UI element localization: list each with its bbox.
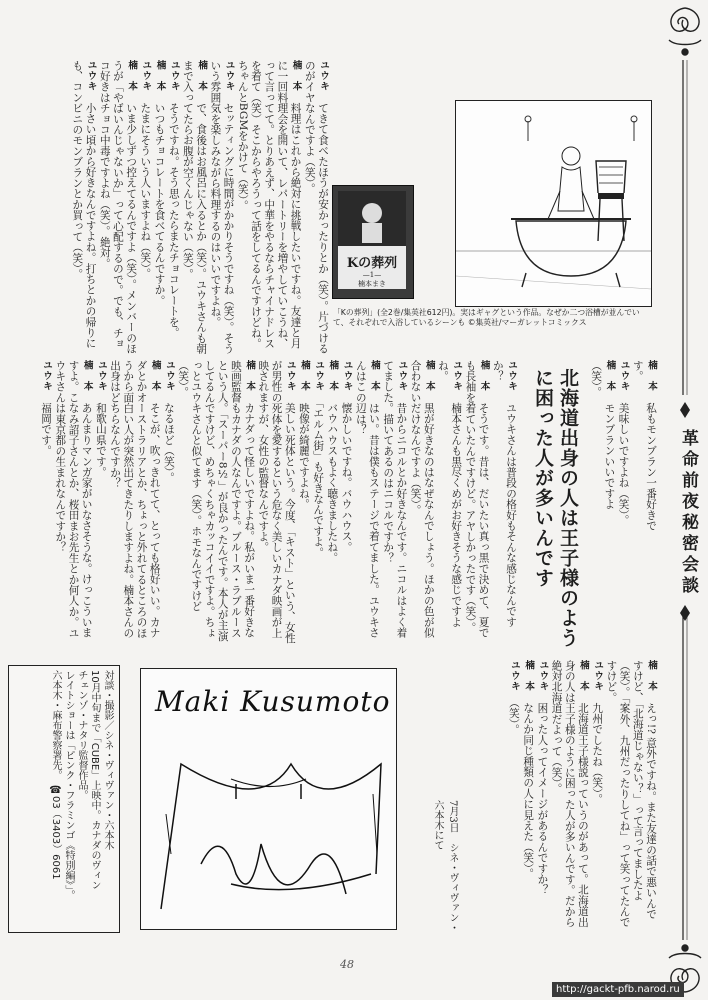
dialogue-text: 美味しいですよね（笑）。	[617, 402, 630, 526]
dialogue-line	[604, 660, 658, 930]
dialogue-line	[507, 660, 521, 930]
dialogue-text: 「エルム街」も好きなんですよ。	[312, 402, 325, 558]
signature-drawing	[141, 724, 396, 924]
dialogue-text: 北海道王子様説っていうのがあって。北海道出身の人は王子様のように困った人が多いんです。だから絶対北海道だよって（笑）。	[550, 660, 589, 928]
dialogue-line	[167, 60, 181, 355]
dialogue-line	[39, 360, 53, 645]
dialogue-line	[176, 360, 256, 645]
speaker-label: ユウキ	[140, 60, 152, 92]
speaker-label: 楠 本	[577, 660, 589, 692]
dialogue-line	[138, 60, 152, 355]
speaker-label: 楠 本	[290, 60, 302, 92]
dialogue-text: 困った人ってイメージがあるんですか？	[536, 702, 549, 896]
signature-name: Maki Kusumoto	[155, 685, 391, 718]
dialogue-text: カナダって怪しいですよね。私がいま一番好きな映画監督もカナダの人なんですよ。ブルース・ラブルースという人。「スーパー8½」が良かったんです。本人が主演してるんですけど、めちゃくちゃカッコイイですよ。ちょっとユウキさんと似てます（笑）。ホモなんですけど（笑）。	[177, 360, 256, 642]
dialogue-text: バウハウスもよく聴きましたね。	[326, 402, 339, 564]
dialogue-text: いつもチョコレートを食べてるんですか。	[153, 102, 166, 306]
sidebar	[661, 0, 708, 1000]
dialogue-text: 小さい頃から好きなんですよね。打ちとかの帰りにも、コンビニのモンブランとか買って（笑）。	[71, 60, 97, 349]
dialogue-line	[521, 660, 535, 930]
speaker-label: ユウキ	[41, 360, 53, 392]
dialogue-text: てきて食べたほうが安かったりとか（笑）。片づけるのがイヤなんですよ（笑）。	[303, 60, 329, 355]
footer-line: 10月中旬まで「CUBE」上映中。カナダのヴィン	[89, 670, 100, 891]
speaker-label: 楠 本	[368, 360, 380, 392]
dialogue-line	[535, 660, 549, 930]
speaker-label: ユウキ	[95, 360, 107, 392]
speaker-label: 楠 本	[604, 360, 616, 392]
speaker-label: 楠 本	[327, 360, 339, 392]
speaker-label: 楠 本	[126, 60, 138, 92]
speaker-label: 楠 本	[149, 360, 161, 392]
book-cover-inner	[338, 191, 406, 289]
footer-line: 六本木・麻布警察署先。 ☎03（3403）6061	[50, 670, 61, 880]
dialogue-text: 黒が好きなのはなぜなんでしょう。ほかの色が似合わないだけなんですよ（笑）。	[409, 360, 435, 638]
middle-dialogue	[18, 360, 518, 645]
signature-frame	[140, 668, 397, 930]
speaker-label: ユウキ	[318, 60, 329, 92]
dialogue-line	[108, 360, 162, 645]
dialogue-text: たまにそういう人いますよね（笑）。	[139, 102, 152, 280]
dialogue-line	[181, 60, 208, 355]
dialogue-line	[208, 60, 235, 355]
dialogue-text: で、食後はお風呂に入るとか（笑）。ユウキさんも朝まで入ってたらお腹が空くんじゃない（笑）。	[181, 60, 208, 355]
dialogue-line	[94, 360, 108, 645]
sidebar-title: 革命前夜秘密会談	[678, 428, 698, 597]
dialogue-line	[589, 360, 616, 545]
dialogue-text: ユウキさんは普段の格好もそんな感じなんですか？	[491, 360, 517, 628]
dialogue-text: 懐かしいですね。バウハウス。	[340, 402, 353, 553]
dialogue-text: なんか同じ種類の人に見えた（笑）。	[522, 702, 535, 880]
book-cover-art	[338, 191, 406, 246]
dialogue-line	[152, 60, 166, 355]
footer-line: レイトショーは「ピンク・フラミンゴ《特別編》」。	[63, 670, 74, 900]
dialogue-line	[53, 360, 94, 645]
dialogue-text: いま少しずつ控えてるんですよ（笑）。メンバーのほうが「やばいんじゃないか」って心配するので。でも、チョコ好きはチョコ中毒ですよね（笑）。絶対。	[98, 60, 138, 355]
watermark-url: http://gackt-pfb.narod.ru	[552, 982, 684, 997]
dialogue-line	[436, 360, 463, 645]
dialogue-line	[339, 360, 353, 645]
section-heading: 北海道出身の人は王子様のように困った人が多いんです	[532, 368, 579, 648]
speaker-label: 楠 本	[81, 360, 93, 392]
dialogue-text: 私もモンブラン一番好きです。	[631, 360, 657, 531]
dialogue-text: 楠本さんも黒尽くめがお好きそうな感じですよね。	[436, 360, 463, 628]
speaker-label: 楠 本	[298, 360, 310, 392]
speaker-label: ユウキ	[508, 660, 520, 692]
dialogue-line	[616, 360, 630, 545]
dialogue-text: （笑）。	[507, 702, 520, 735]
dialogue-line	[325, 360, 339, 645]
dialogue-line	[162, 360, 176, 645]
top-dialogue	[20, 60, 330, 355]
book-author: 楠本まき	[358, 280, 386, 288]
book-cover	[332, 185, 414, 299]
speaker-label: ユウキ	[341, 360, 353, 392]
lower-right-dialogue	[478, 660, 658, 930]
dialogue-line	[631, 360, 658, 545]
speaker-label: ユウキ	[168, 60, 180, 92]
dialogue-text: そうです。昔は、だいたい真っ黒で決めて、夏でも長袖を着ていたんですけど。アヤしかったです（笑）。	[464, 360, 490, 638]
speaker-label: ユウキ	[592, 660, 604, 692]
dialogue-line	[381, 360, 408, 645]
dialogue-line	[463, 360, 490, 645]
dialogue-text: モンブランいいですよ（笑）。	[590, 360, 616, 510]
caption-text: 「Kの葬列」(全2巻/集英社612円)。実はギャグという作品。なぜか二つ浴槽が並んでいて、それぞれで入浴しているシーンも	[333, 308, 640, 327]
right-top-dialogue	[588, 360, 658, 545]
footer-info-box	[8, 665, 120, 933]
speaker-label: ユウキ	[451, 360, 463, 392]
speaker-label: 楠 本	[646, 360, 657, 392]
dialogue-text: 福岡です。	[40, 402, 53, 457]
dialogue-text: 九州でしたね（笑）。	[591, 702, 604, 805]
dialogue-line	[311, 360, 325, 645]
manga-illustration	[455, 100, 652, 307]
speaker-label: ユウキ	[284, 360, 296, 392]
dialogue-text: 料理はこれから絶対に挑戦したいですね。友達と月に一回料理会を開いて、レパートリーを増やしていこうね、って言ってて。とりあえず、中華をやるならチャイナドレスを着て（笑）そこからやろうって話をしてるんですけどね。ちゃんとBGMをかけて（笑）。	[236, 60, 302, 349]
footer-line: 対談・撮影／シネ・ヴィヴァン・六本木	[102, 670, 113, 850]
dialogue-line	[354, 360, 381, 645]
dialogue-line	[408, 360, 435, 645]
signature-date: 7月3日 シネ・ヴィヴァン・六本木にて	[432, 800, 458, 933]
dialogue-text: あんまりマンガ家がいなさそうな。けっこういますよ。こなみ詔子さんとか、桜田まお先生とか何人か。ユウキさんは東京都の生まれなんですか？	[54, 360, 93, 639]
speaker-label: 楠 本	[244, 360, 256, 392]
dialogue-text: えっ!? 意外ですね。また友達の話で悪いんですけど、「北海道じゃない？」って言ってましたよ（笑）。「案外、九州だったりしてね」って笑ってたんですけど。	[605, 660, 657, 928]
speaker-label: 楠 本	[196, 60, 208, 92]
dialogue-line	[590, 660, 604, 930]
dialogue-line	[256, 360, 297, 645]
dialogue-text: 美しい死体という。今度、「キスト」という、女性が男性の死体を愛するという危なく美しいカナダ映画が上映されますが、女性の監督なんですよ。	[257, 360, 296, 644]
speaker-label: ユウキ	[537, 660, 549, 692]
speaker-label: 楠 本	[423, 360, 435, 392]
book-title: Kの葬列	[346, 256, 398, 271]
bathtub-illustration	[456, 101, 651, 306]
dialogue-text: そこが、吹っきれてて、とっても格好いい。カナダとかオーストラリアとか、ちょっと外れてるところのほうから面白い人が突然出てきたりしますよね。楠本さんの出身はどちらなんですか？	[109, 360, 161, 639]
dialogue-line	[98, 60, 139, 355]
dialogue-text: なるほど（笑）。	[162, 402, 175, 483]
speaker-label: 楠 本	[523, 660, 535, 692]
dialogue-text: はい。昔は僕もステージで着てました。ユウキさんはこの辺は？	[354, 360, 380, 638]
dialogue-line	[236, 60, 303, 355]
speaker-label: ユウキ	[396, 360, 408, 392]
speaker-label: ユウキ	[163, 360, 175, 392]
dialogue-line	[297, 360, 311, 645]
footer-line: チェンゾ・ナタリ監督作品。	[76, 670, 87, 800]
dialogue-text: 和歌山県です。	[94, 402, 107, 478]
dialogue-line	[491, 360, 518, 645]
dialogue-line	[303, 60, 330, 355]
dialogue-text: セッティングに時間がかかりそうですね（笑）。そういう雰囲気を楽しみながら料理するのはいいですよね。	[209, 60, 235, 355]
dialogue-text: そうですね。そう思ったらまたチョコレートを。	[167, 102, 180, 338]
illustration-caption	[333, 308, 655, 328]
dialogue-text: 映像が綺麗ですよね。	[297, 402, 310, 510]
speaker-label: ユウキ	[506, 360, 517, 392]
dialogue-line	[549, 660, 590, 930]
speaker-label: 楠 本	[478, 360, 490, 392]
speaker-label: 楠 本	[154, 60, 166, 92]
speaker-label: ユウキ	[223, 60, 235, 92]
speaker-label: ユウキ	[85, 60, 97, 92]
flourish-top-icon	[669, 8, 701, 55]
speaker-label: 楠 本	[646, 660, 657, 692]
caption-credit: ©集英社/マーガレットコミックス	[467, 318, 587, 327]
speaker-label: ユウキ	[618, 360, 630, 392]
dialogue-text: 昔からニコルとか好きなんです。ニコルはよく着てました。描いてあるのはニコルですか？	[382, 360, 408, 638]
page-number: 48	[340, 958, 354, 971]
speaker-label: ユウキ	[313, 360, 325, 392]
book-volume: —1—	[362, 271, 382, 279]
dialogue-line	[70, 60, 97, 355]
